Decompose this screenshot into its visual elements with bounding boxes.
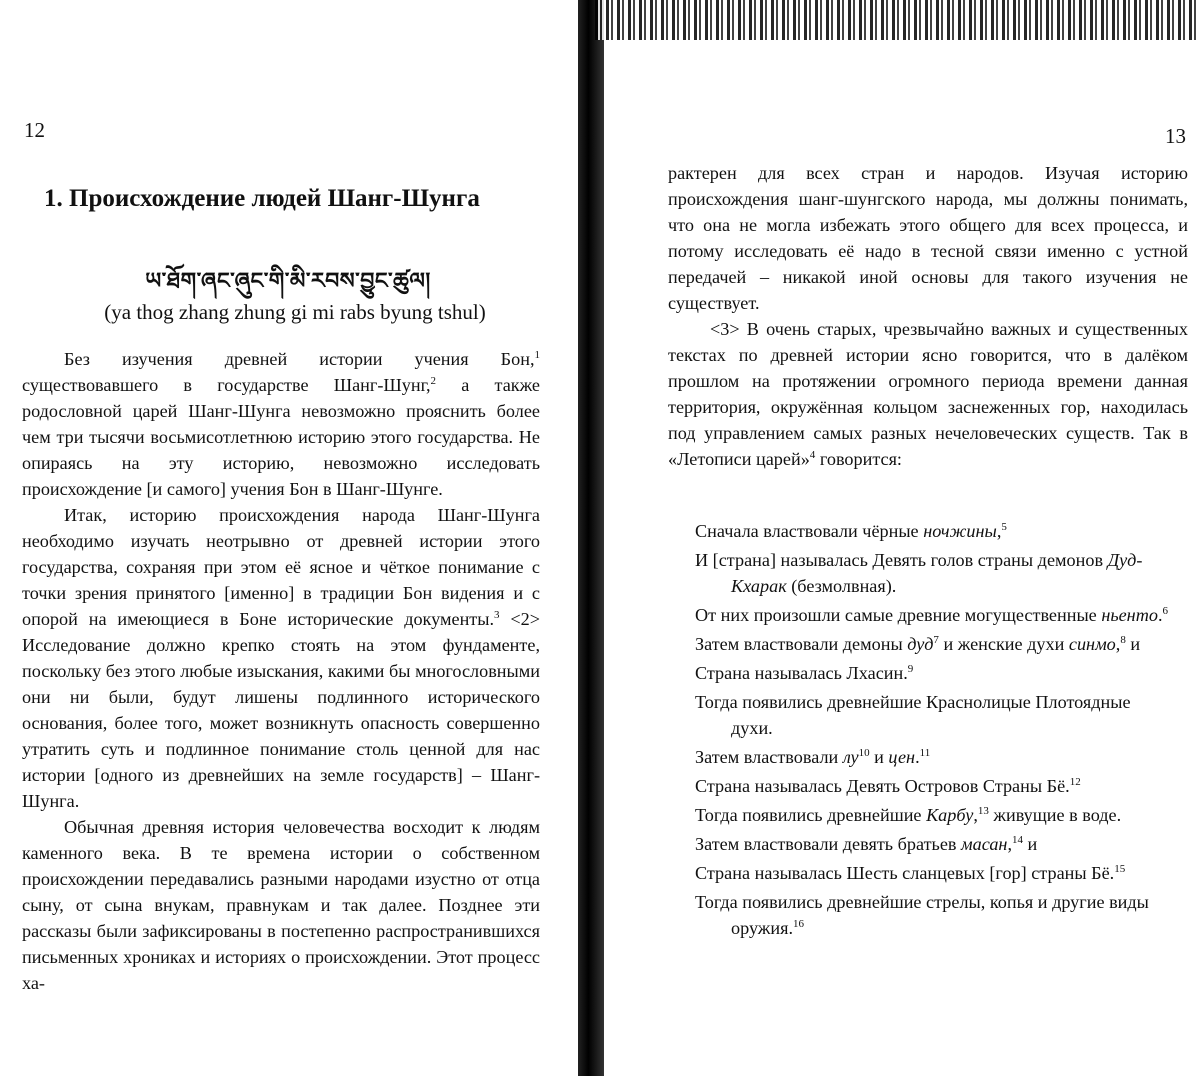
text-run: Страна называлась Шесть сланцевых [гор] страны Бё. (695, 863, 1115, 883)
page-number-left: 12 (24, 118, 45, 142)
text-run: И [страна] называлась Девять голов страны демонов (695, 550, 1108, 570)
footnote-marker: 3 (494, 608, 500, 621)
text-run: . (915, 747, 920, 767)
footnote-marker: 16 (793, 917, 805, 930)
text-run: Тогда появились древнейшие Краснолицые Плотоядные духи. (695, 692, 1131, 738)
italic-term: ньенто (1101, 605, 1158, 625)
paragraph (668, 316, 1188, 472)
footnote-marker: 11 (919, 746, 931, 759)
text-run: Обычная древняя история человечества восходит к людям каменного века. В те времена истории о собственном происхождении передавались разными народами изустно от отца сыну, от сына внукам, правнукам и так далее. Позднее эти рассказы были зафиксированы в постепенно распространившихся письменных хрониках и историях о происхождении. Этот процесс ха- (22, 817, 540, 993)
text-run: Затем властвовали девять братьев (695, 834, 962, 854)
verse-line (695, 602, 1175, 628)
text-run: <2> Исследование должно крепко стоять на этом фундаменте, поскольку без этого любые изыскания, какими бы многословными они ни были, будут лишены подлинного исторического основания, более того, может возникнуть опасность совершенно утратить суть и подлинное понимание столь ценной для нас истории [одного из древнейших на земле государств] – Шанг-Шунга. (22, 609, 541, 811)
text-run: а также родословной царей Шанг-Шунга невозможно прояснить более чем три тысячи восьмисотлетнюю историю этого государства. Не опираясь на эту историю, невозможно исследовать происхождение [и самого] учения Бон в Шанг-Шунге. (22, 375, 540, 499)
verse-line (695, 631, 1175, 657)
transliteration: (ya thog zhang zhung gi mi rabs byung tshul) (104, 300, 486, 324)
verse-line (695, 518, 1175, 544)
text-run: и (869, 747, 889, 767)
verse-line (695, 547, 1175, 599)
italic-term: синмо (1068, 634, 1116, 654)
text-run: . (1157, 605, 1163, 625)
paragraph (668, 160, 1188, 316)
footnote-marker: 6 (1162, 604, 1168, 617)
footnote-marker: 4 (809, 448, 816, 461)
verse-line (695, 831, 1175, 857)
paragraph (22, 346, 540, 502)
text-run: Страна называлась Лхасин. (695, 663, 908, 683)
text-run: существовавшего в государстве Шанг-Шунг, (22, 375, 431, 395)
italic-term: дуд (907, 634, 934, 654)
text-run: Страна называлась Девять Островов Страны Бё. (695, 776, 1070, 796)
verse-line (695, 889, 1175, 941)
text-run: Тогда появились древнейшие стрелы, копья и другие виды оружия. (695, 892, 1149, 938)
footnote-marker: 15 (1114, 862, 1126, 875)
footnote-marker: 13 (977, 804, 989, 817)
text-run: Тогда появились древнейшие (695, 805, 927, 825)
text-run: живущие в воде. (988, 805, 1122, 825)
chapter-title: 1. Происхождение людей Шанг-Шунга (44, 185, 480, 212)
footnote-marker: 8 (1120, 633, 1126, 646)
footnote-marker: 10 (858, 746, 870, 759)
tibetan-title: ཡ་ཐོག་ཞང་ཞུང་གི་མི་རབས་བྱུང་ཚུལ། (145, 269, 431, 294)
footnote-marker: 2 (430, 374, 437, 387)
text-run: рактерен для всех стран и народов. Изучая историю происхождения шанг-шунгского народа, мы должны понимать, что она не могла избежать этого общего для всех процесса, и потому исследовать её надо в тесной связи именно с устной передачей – никакой иной основы для такого изучения не существует. (668, 163, 1188, 313)
left-body-text (22, 346, 540, 996)
footnote-marker: 9 (907, 662, 914, 675)
text-run: (безмолвная). (786, 576, 897, 596)
italic-term: цен (888, 747, 916, 767)
footnote-marker: 5 (1001, 520, 1007, 533)
verse-line (695, 689, 1175, 741)
paragraph (22, 502, 540, 814)
verse-quote (695, 518, 1175, 941)
text-run: Затем властвовали (695, 747, 843, 767)
text-run: Без изучения древней истории учения Бон, (64, 349, 535, 369)
verse-line (695, 660, 1175, 686)
text-run: и (1023, 834, 1038, 854)
footnote-marker: 12 (1069, 775, 1081, 788)
footnote-marker: 1 (534, 348, 540, 361)
footnote-marker: 14 (1012, 833, 1023, 846)
text-run: говорится: (815, 449, 902, 469)
text-run: Итак, историю происхождения народа Шанг-Шунга необходимо изучать неотрывно от древней истории этого государства, сохраняя при этом её ясное и чёткое понимание с точки зрения принятого [именно] в традиции Бон видения и с опорой на имеющиеся в Боне исторические документы. (22, 505, 540, 629)
italic-term: Дуд-Кхарак (731, 550, 1143, 596)
verse-line (695, 802, 1175, 828)
italic-term: масан (961, 834, 1008, 854)
verse-line (695, 773, 1175, 799)
text-run: От них произошли самые древние могущественные (695, 605, 1102, 625)
text-run: , (1007, 834, 1012, 854)
footnote-marker: 7 (933, 633, 939, 646)
text-run: , (1115, 634, 1121, 654)
right-body-text (668, 160, 1188, 472)
page-number-right: 13 (1165, 124, 1186, 148)
text-run: и женские духи (938, 634, 1069, 654)
text-run: , (996, 521, 1002, 541)
paragraph (22, 814, 540, 996)
italic-term: ночжины (923, 521, 997, 541)
text-run: и (1125, 634, 1141, 654)
text-run: , (973, 805, 978, 825)
verse-line (695, 860, 1175, 886)
italic-term: лу (842, 747, 859, 767)
text-run: Сначала властвовали чёрные (695, 521, 924, 541)
verse-line (695, 744, 1175, 770)
text-run: Затем властвовали демоны (695, 634, 908, 654)
left-page (0, 0, 580, 1076)
italic-term: Карбу (926, 805, 974, 825)
text-run: <3> В очень старых, чрезвычайно важных и существенных текстах по древней истории ясно говорится, что в далёком прошлом на протяжении огромного периода времени данная территория, окружённая кольцом заснеженных гор, находилась под управлением самых разных нечеловеческих существ. Так в «Летописи царей» (668, 319, 1188, 469)
